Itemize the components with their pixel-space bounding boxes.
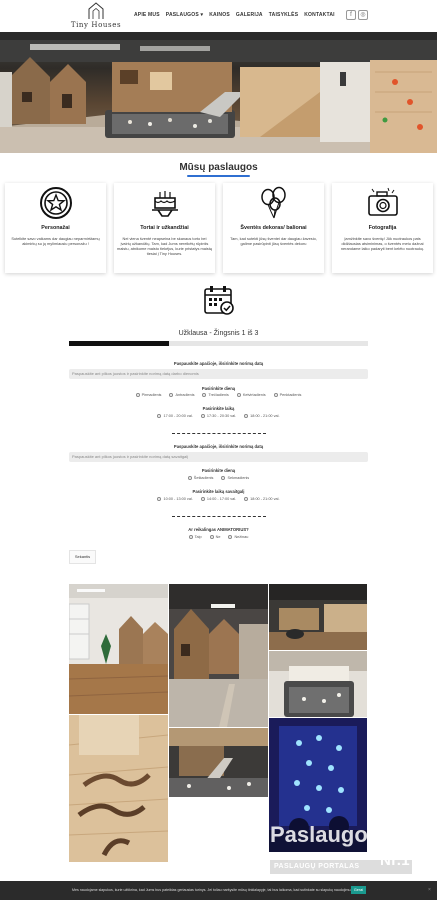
service-card-personazai [5, 183, 106, 273]
animators-radio-group [0, 535, 437, 539]
radio-option[interactable] [221, 476, 249, 480]
radio-circle [157, 414, 161, 418]
chevron-down-icon: ▾ [200, 12, 204, 18]
weekday-date-input[interactable]: Paspauskite ant pilkos juostos ir pasirinkite norimą datą darbo dienomis [69, 369, 368, 379]
hero-playroom-photo [0, 32, 437, 153]
nav-item-paslaugos[interactable] [166, 12, 203, 18]
radio-circle [244, 497, 248, 501]
gallery-photo[interactable] [169, 584, 268, 727]
watermark-rank: Nr.1 [380, 852, 410, 869]
radio-label: Antradienis [175, 393, 195, 397]
nav-item-apie-mus[interactable]: APIE MUS [134, 12, 160, 18]
radio-label: Ketvirtadienis [242, 393, 266, 397]
close-icon[interactable]: × [428, 887, 431, 893]
radio-option[interactable] [189, 535, 202, 539]
radio-circle [189, 535, 193, 539]
radio-circle [274, 393, 278, 397]
site-header [0, 0, 437, 32]
radio-option[interactable] [274, 393, 302, 397]
nav-item-kainos[interactable]: KAINOS [209, 12, 230, 18]
progress-bar [69, 341, 368, 346]
weekend-time-radio-group [0, 497, 437, 501]
radio-option[interactable] [237, 393, 266, 397]
radio-label: Trečiadienis [208, 393, 229, 397]
radio-option[interactable] [136, 393, 162, 397]
gallery-photo[interactable] [69, 715, 168, 862]
service-description: Įamžinkite savo šventę! Jūk nuotraukos pats didžiausias atsiminimas, o šventės metu dažnai nerandame laiko padaryti bent kelėto nuotraukų. [340, 236, 425, 251]
gallery-photo[interactable] [269, 651, 367, 717]
main-nav [134, 12, 335, 18]
radio-circle [244, 414, 248, 418]
service-title: Personažai [41, 225, 70, 231]
radio-circle [201, 497, 205, 501]
gallery-photo-image [169, 584, 268, 727]
radio-circle [228, 535, 232, 539]
radio-circle [237, 393, 241, 397]
weekday-time-label: Pasirinkite laiką [202, 406, 235, 411]
watermark-subtitle [270, 852, 412, 874]
gallery-photo[interactable] [169, 728, 268, 797]
radio-label: Sekmadienis [227, 476, 250, 480]
service-title: Fotografija [368, 225, 397, 231]
house-logo-icon [88, 2, 104, 20]
cookie-bar [0, 881, 437, 900]
radio-label: Nežinau [234, 535, 249, 539]
weekend-date-label: Paspauskite apačioje, išsirinkite norimą datą [173, 444, 264, 449]
radio-option[interactable] [228, 535, 248, 539]
service-description: Nei viena šventė neapseina be skanaus torto bei įvairių užkandžių. Tam, kad Jums nereikėtų rūpintis maistu, atnikome maisto tiekėjus, kurie pristatys maistą tiesiai į Tiny Houses. [117, 236, 212, 256]
title-underline [187, 175, 250, 177]
weekend-radio-group [0, 476, 437, 480]
separator [172, 516, 266, 517]
radio-option[interactable] [157, 497, 192, 501]
radio-option[interactable] [244, 497, 279, 501]
radio-label: 17:30 - 20:30 val. [206, 414, 237, 418]
service-description: Sutelkite savo vaikams dar daugiau neparmirštamų akimirkų su jų mylimiausiu personažu ! [11, 236, 100, 246]
hero-image [0, 32, 437, 153]
radio-label: Ne [215, 535, 221, 539]
radio-option[interactable] [169, 393, 194, 397]
gallery-photo-image [269, 584, 367, 650]
cookie-accept-button[interactable]: Gerai [351, 886, 366, 894]
radio-circle [221, 476, 225, 480]
radio-option[interactable] [244, 414, 279, 418]
service-card-fotografija [332, 183, 433, 273]
services-title: Mūsų paslaugos [179, 162, 258, 173]
radio-circle [202, 393, 206, 397]
gallery-photo-image [269, 651, 367, 717]
weekend-label: Pasirinkite dieną [201, 468, 236, 473]
form-step-title: Užklausa - Žingsnis 1 iš 3 [178, 330, 259, 337]
weekday-label: Pasirinkite dieną [201, 386, 236, 391]
watermark-subtitle-text: PASLAUGŲ PORTALAS [274, 863, 360, 870]
service-title: Tortai ir užkandžiai [140, 225, 189, 231]
radio-option[interactable] [210, 535, 221, 539]
radio-label: 17:00 - 20:00 val. [163, 414, 193, 418]
service-title: Šventės dekoras/ balionai [240, 225, 307, 231]
radio-label: 14:00 - 17:00 val. [206, 497, 237, 501]
star-badge-icon [39, 186, 73, 220]
calendar-check-icon [203, 284, 235, 316]
service-card-tortai [114, 183, 215, 273]
camera-icon [366, 186, 400, 220]
logo[interactable] [70, 2, 122, 30]
cookie-text: Mes naudojame slapukus, kurie užtikrina, kad Jums bus pateiktas geriausias turinys. Jei toliau naršysite mūsų tinklalapyje, tai bus laikoma, kad sutinkate su slapukų naudojimu. [72, 888, 352, 892]
facebook-icon[interactable]: f [346, 10, 356, 20]
weekend-date-input[interactable]: Paspauskite ant pilkos juostos ir pasirinkite norimą datą savaitgalį [69, 452, 368, 462]
separator [172, 433, 266, 434]
gallery-photo[interactable] [269, 584, 367, 650]
gallery-photo-image [69, 715, 168, 862]
animators-label: Ar reikalingas ANIMATORIUS? [188, 527, 249, 532]
radio-label: 18:00 - 21:00 val. [250, 497, 280, 501]
radio-label: Penktadienis [279, 393, 302, 397]
radio-label: Šeštadienis [193, 476, 214, 480]
cake-icon [148, 186, 182, 220]
radio-label: Pirmadienis [141, 393, 162, 397]
radio-label: 18:00 - 21:00 val. [250, 414, 280, 418]
service-card-dekoras [223, 183, 324, 273]
radio-circle [201, 414, 205, 418]
instagram-icon[interactable]: ◎ [358, 10, 368, 20]
radio-circle [169, 393, 173, 397]
nav-item-galerija[interactable]: GALERIJA [235, 12, 263, 18]
radio-option[interactable] [201, 497, 236, 501]
service-description: Tam, kad sutekti jūsų šventei dar daugiau žavesio, galime pasirūpinti jūsų šventės dekoru [230, 236, 317, 246]
balloons-icon [257, 186, 291, 220]
radio-circle [188, 476, 192, 480]
radio-circle [157, 497, 161, 501]
radio-label: Taip [194, 535, 202, 539]
gallery-photo[interactable] [69, 584, 168, 714]
radio-option[interactable] [202, 393, 228, 397]
nav-item-kontaktai[interactable]: KONTAKTAI [304, 12, 335, 18]
weekday-radio-group [0, 393, 437, 397]
gallery-photo-image [169, 728, 268, 797]
nav-item-taisykles[interactable]: TAISYKLĖS [268, 12, 299, 18]
watermark-title: Paslaugos.lt [270, 822, 400, 847]
weekday-time-radio-group [0, 414, 437, 418]
radio-option[interactable] [157, 414, 192, 418]
next-button[interactable]: Sekantis [69, 550, 96, 564]
radio-option[interactable] [201, 414, 236, 418]
weekday-date-label: Paspauskite apačioje, išsirinkite norimą datą [173, 361, 264, 366]
gallery-photo-image [69, 584, 168, 714]
logo-text: Tiny Houses [70, 21, 122, 29]
radio-circle [136, 393, 140, 397]
weekend-time-label: Pasirinkite laiką savaitgalį [192, 489, 245, 494]
radio-option[interactable] [188, 476, 214, 480]
progress-fill [69, 341, 169, 346]
radio-circle [210, 535, 214, 539]
nav-item-label: PASLAUGOS [165, 12, 199, 18]
radio-label: 10:00 - 13:00 val. [163, 497, 193, 501]
